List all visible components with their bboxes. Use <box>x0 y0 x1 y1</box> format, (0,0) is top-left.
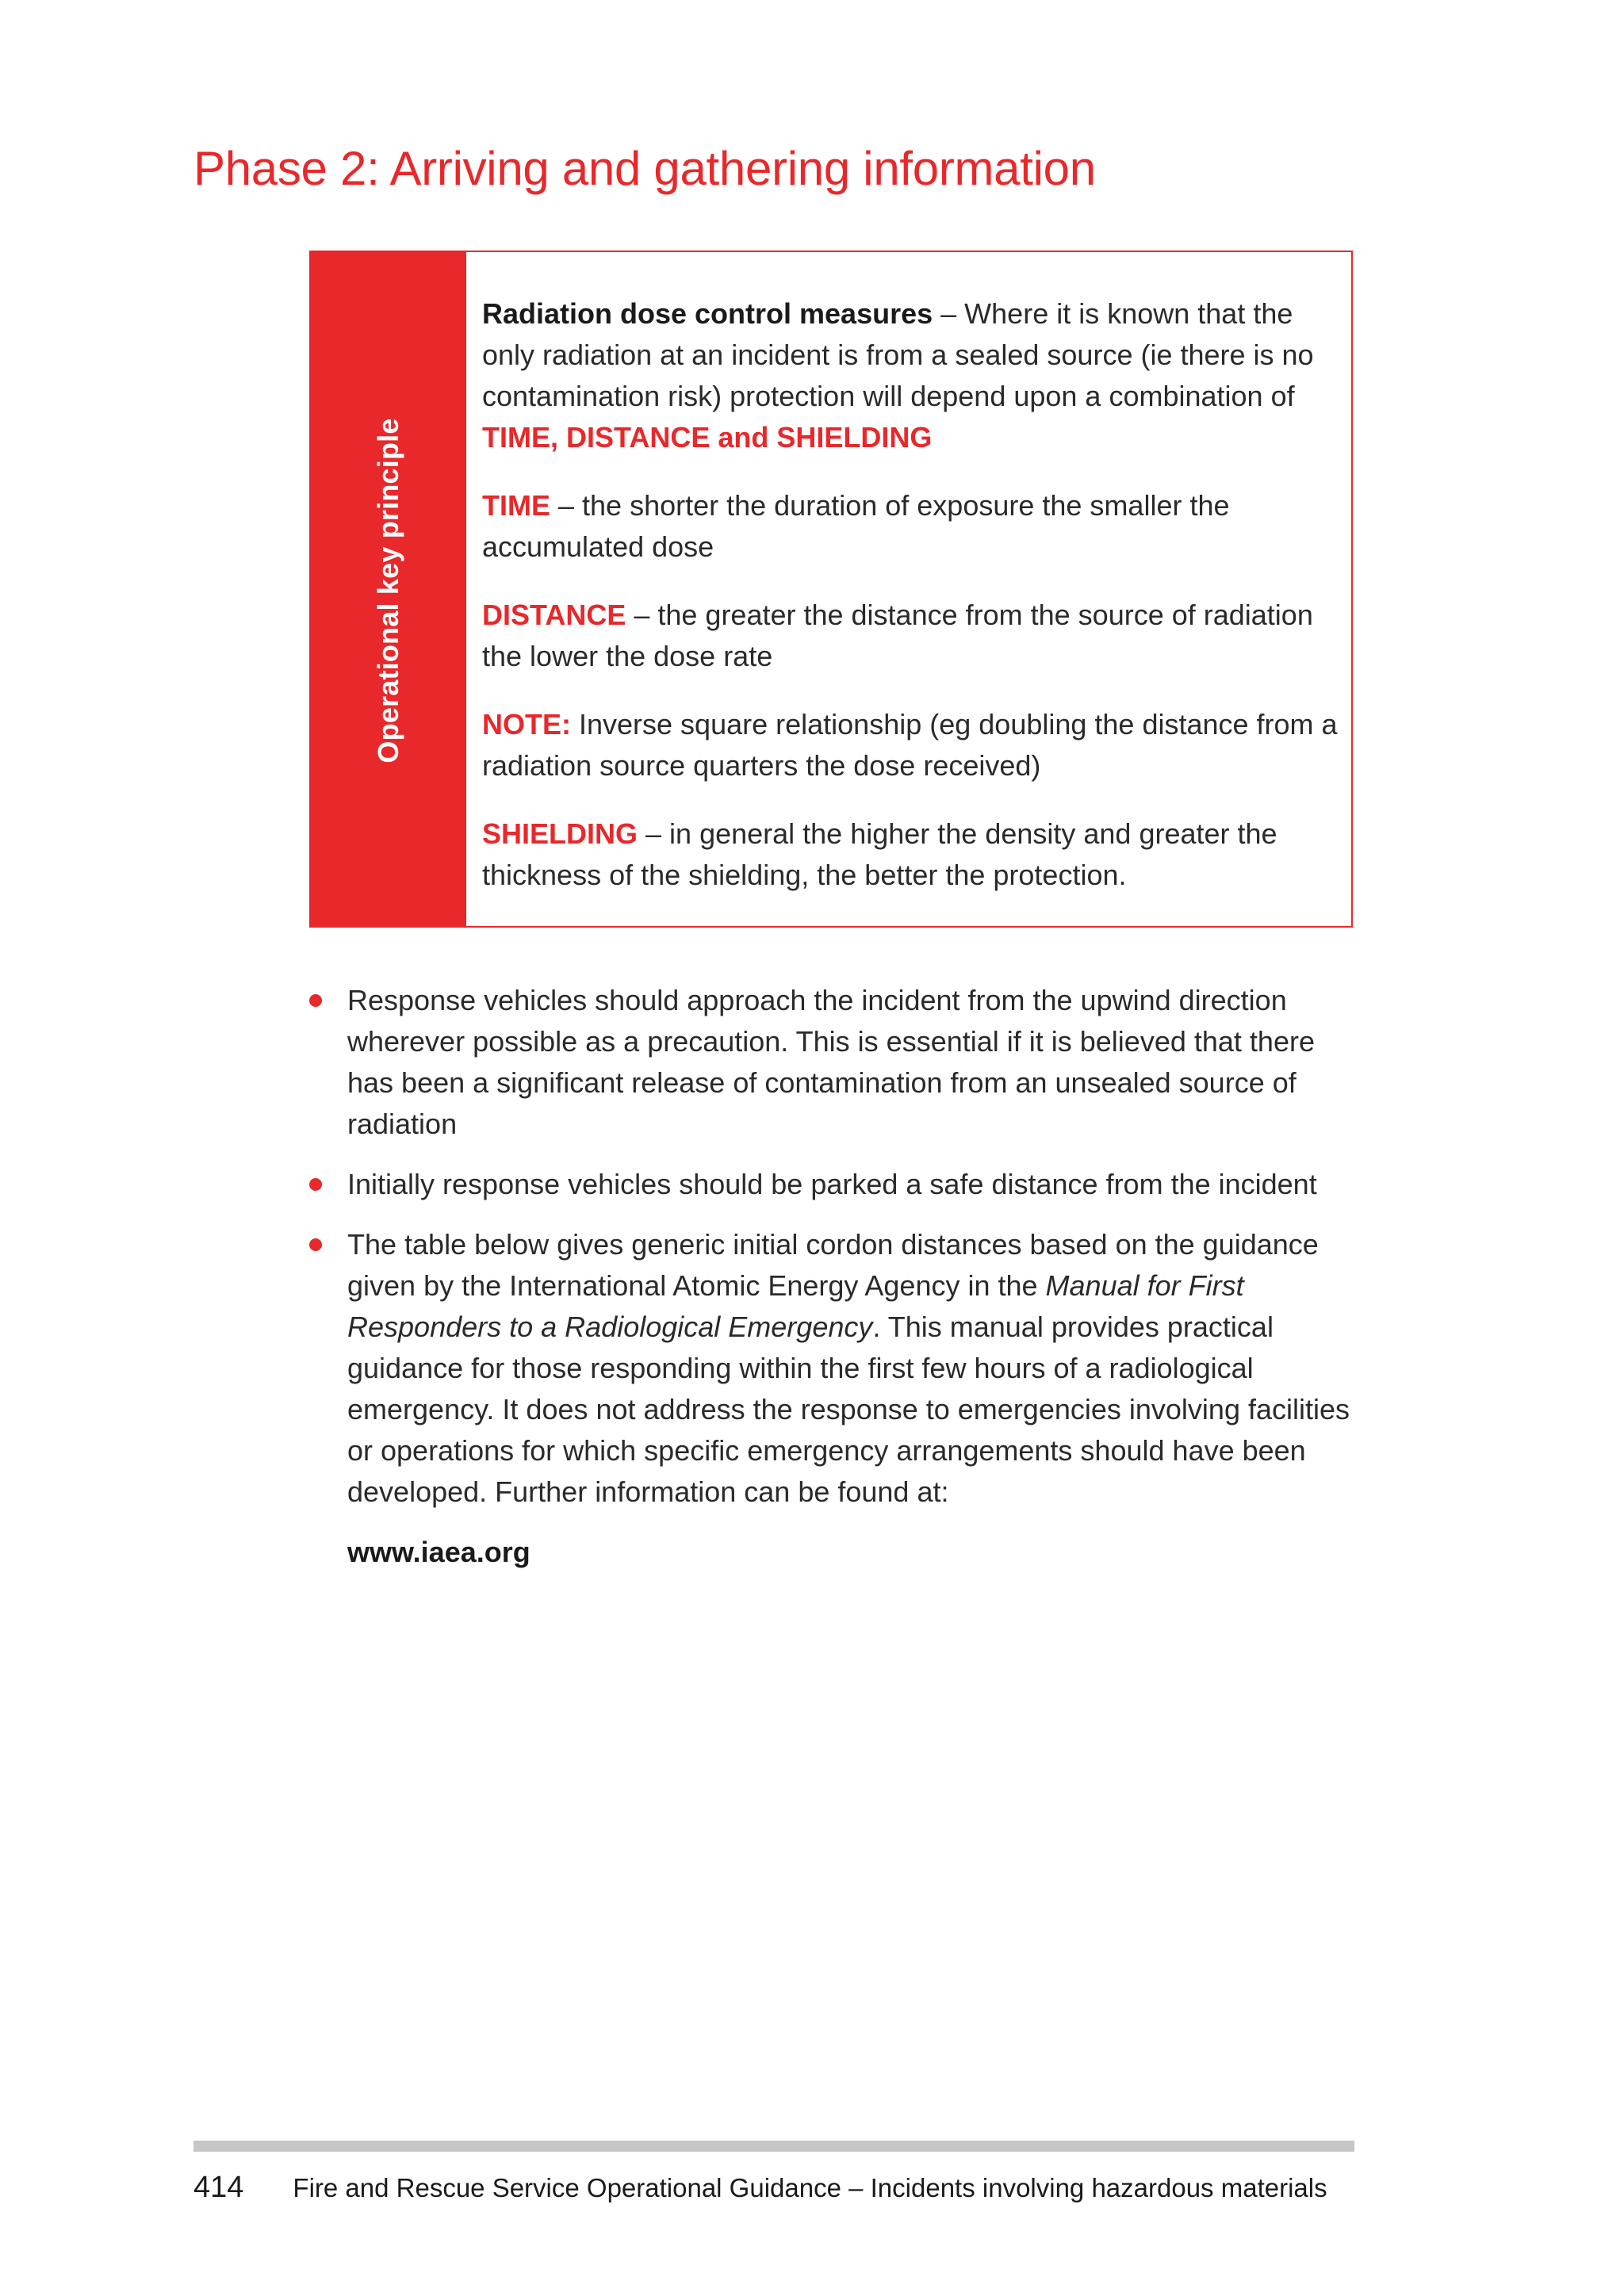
distance-paragraph <box>482 595 1339 677</box>
key-principle-label: Operational key principle <box>372 418 404 763</box>
page-number: 414 <box>193 2171 244 2204</box>
manual-title: Manual for First Responders to a Radiological Emergency <box>347 1269 1244 1343</box>
note-paragraph <box>482 704 1339 786</box>
footer-rule <box>193 2141 1354 2152</box>
bullet-list <box>309 980 1356 1592</box>
shielding-text: – in general the higher the density and greater the thickness of the shielding, the better the protection. <box>482 817 1277 891</box>
note-keyword: NOTE: <box>482 708 571 740</box>
page-title: Phase 2: Arriving and gathering information <box>193 142 1096 195</box>
intro-paragraph <box>482 293 1339 458</box>
note-text: Inverse square relationship (eg doubling the distance from a radiation source quarters the dose received) <box>482 708 1338 782</box>
key-principle-content <box>466 252 1351 926</box>
intro-lead: Radiation dose control measures <box>482 297 933 330</box>
bullet-dot-icon <box>309 994 322 1007</box>
list-item <box>309 1164 1356 1205</box>
time-text: – the shorter the duration of exposure the smaller the accumulated dose <box>482 489 1230 563</box>
key-principle-sidebar <box>311 252 466 926</box>
list-item <box>309 980 1356 1145</box>
bullet-dot-icon <box>309 1178 322 1191</box>
list-item <box>309 1224 1356 1573</box>
footer <box>193 2171 1354 2205</box>
shielding-keyword: SHIELDING <box>482 817 638 850</box>
intro-emphasis: TIME, DISTANCE and SHIELDING <box>482 421 933 453</box>
bullet-text: Response vehicles should approach the incident from the upwind direction wherever possible as a precaution. This is essential if it is believed that there has been a significant release of contamination from an unsealed source of radiation <box>347 984 1315 1140</box>
bullet-dot-icon <box>309 1238 322 1251</box>
shielding-paragraph <box>482 813 1339 896</box>
intro-text: – Where it is known that the only radiation at an incident is from a sealed source (ie there is no contamination risk) protection will depend upon a combination of <box>482 297 1314 412</box>
bullet-text-after: . This manual provides practical guidance for those responding within the first few hours of a radiological emergency. It does not address the response to emergencies involving facilities or operations for which specific emergency arrangements should have been developed. Further information can be found at: <box>347 1311 1350 1508</box>
footer-title: Fire and Rescue Service Operational Guidance – Incidents involving hazardous materials <box>293 2173 1327 2202</box>
bullet-text-before: The table below gives generic initial cordon distances based on the guidance given by the International Atomic Energy Agency in the <box>347 1228 1319 1302</box>
key-principle-box <box>309 251 1353 928</box>
iaea-link[interactable]: www.iaea.org <box>347 1536 530 1568</box>
time-keyword: TIME <box>482 489 550 522</box>
bullet-text: Initially response vehicles should be parked a safe distance from the incident <box>347 1168 1317 1200</box>
distance-text: – the greater the distance from the source of radiation the lower the dose rate <box>482 599 1313 672</box>
distance-keyword: DISTANCE <box>482 599 626 631</box>
time-paragraph <box>482 485 1339 568</box>
